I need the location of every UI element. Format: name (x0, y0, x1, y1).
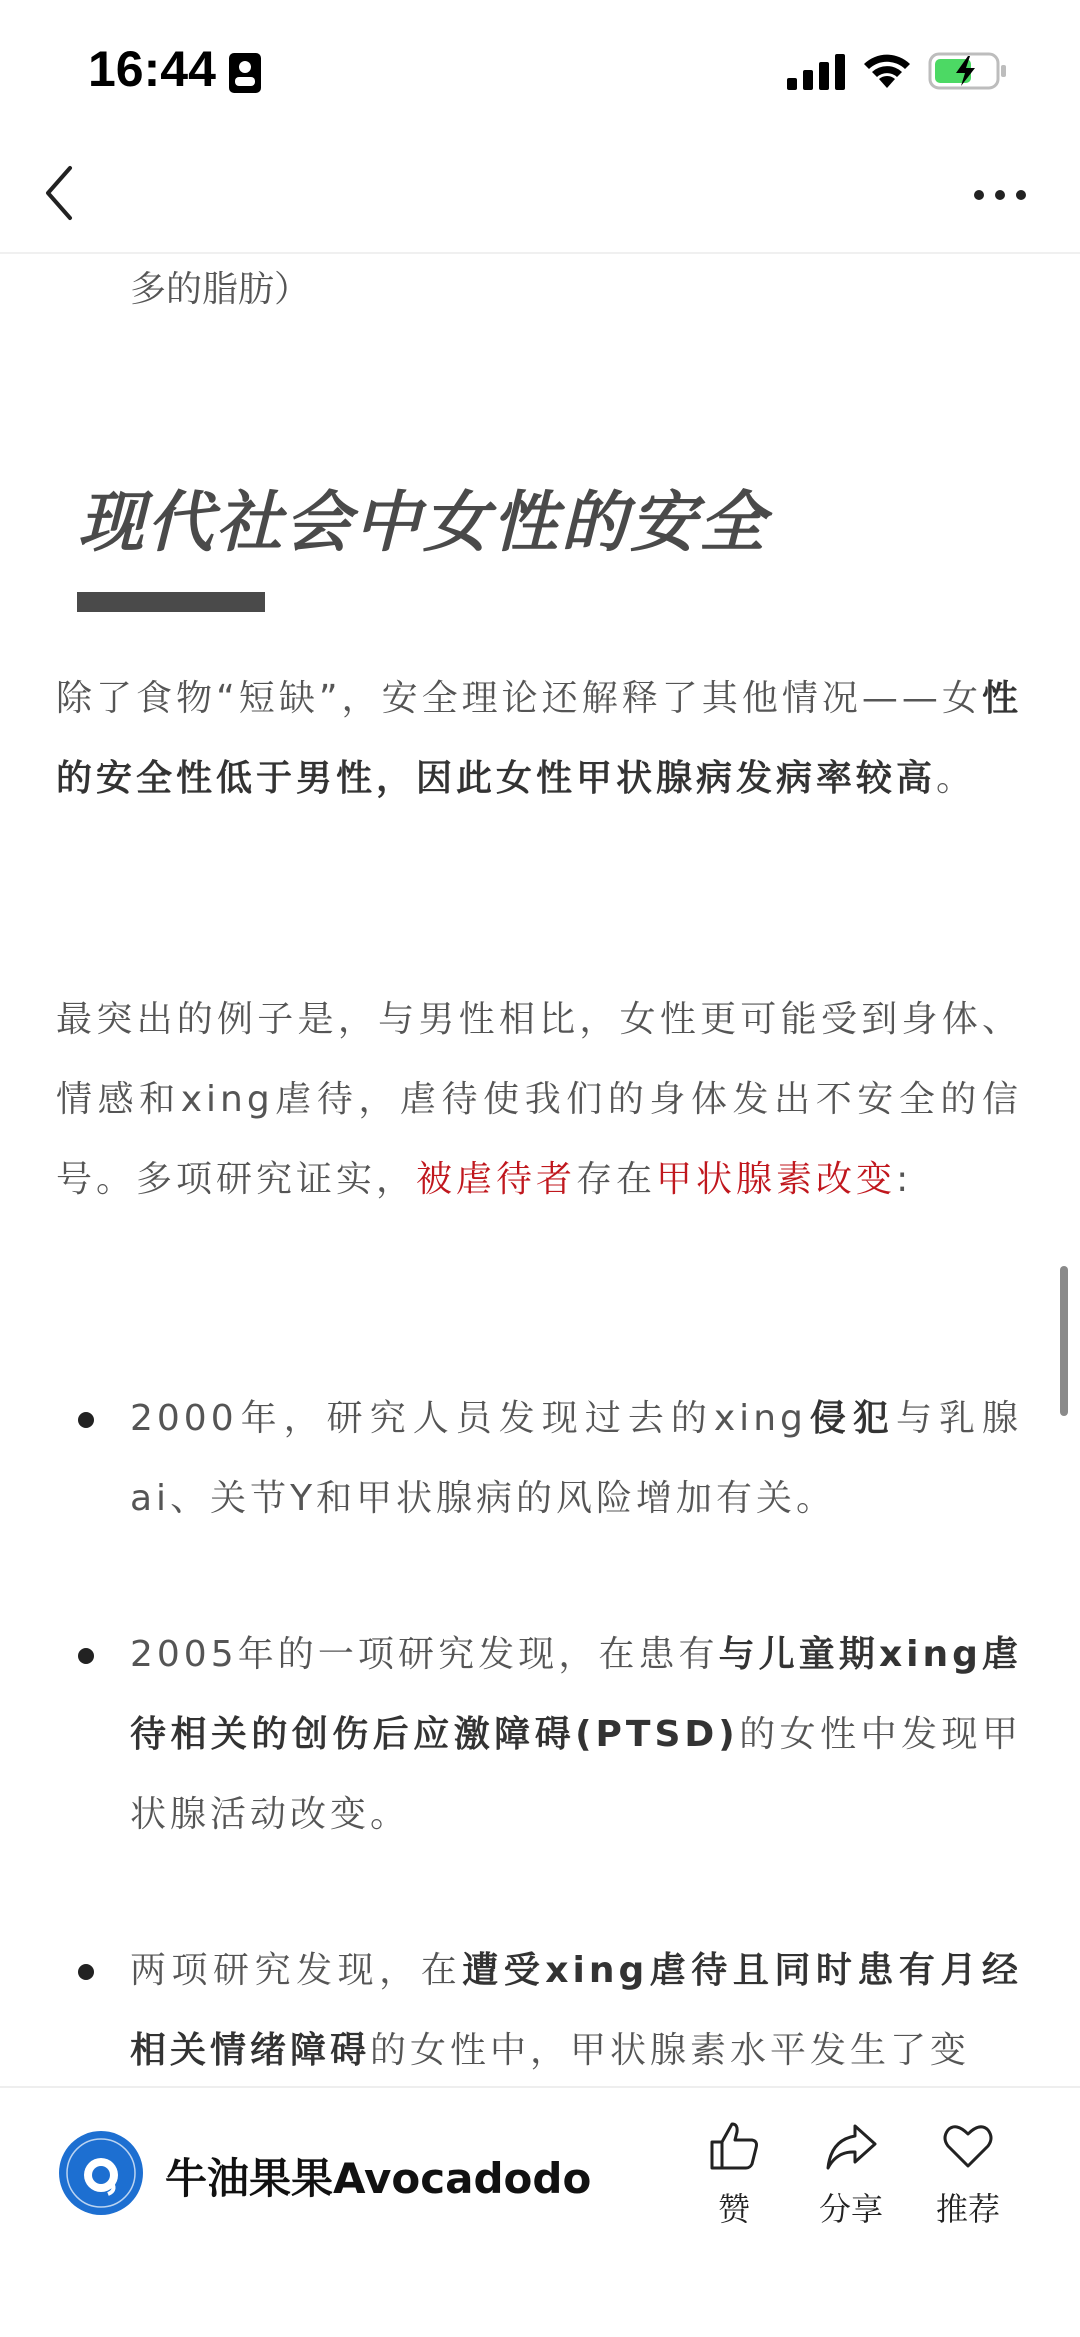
heart-icon (940, 2118, 996, 2174)
thumbs-up-icon (706, 2118, 762, 2174)
red-highlight-thyroxine: 甲状腺素改变 (656, 1159, 897, 1200)
list-item (130, 1615, 1022, 1855)
like-button[interactable] (684, 2118, 784, 2230)
like-label: 赞 (717, 2190, 750, 2228)
top-fragment-text: 多的脂肪） (130, 269, 311, 310)
list-item-text: 2005年的一项研究发现，在患有 (130, 1634, 719, 1675)
paragraph-1-period: 。 (936, 758, 977, 799)
nav-bar (0, 140, 1080, 254)
status-bar (0, 0, 1080, 140)
author-name[interactable]: 牛油果果Avocadodo (165, 2154, 592, 2203)
share-icon (823, 2118, 879, 2174)
list-item-text: 两项研究发现，在 (130, 1950, 463, 1991)
list-item-bold: 遭受xing虐待且同时患有月经相关情绪障碍 (130, 1950, 1022, 2071)
paragraph-1-bold: 性的安全性低于男性，因此女性甲状腺病发病率较 (56, 678, 1022, 799)
list-item-bold: 与儿童期xing虐待相关的创伤后应激障碍(PTSD) (130, 1634, 1022, 1755)
list-item (130, 1931, 1022, 2086)
bottom-bar (0, 2086, 1080, 2337)
wifi-icon (862, 50, 912, 90)
section-heading: 现代社会中女性的安全 (78, 484, 768, 561)
contact-card-icon (228, 52, 262, 94)
battery-charging-icon (928, 50, 1008, 92)
avocadodo-logo-icon[interactable] (58, 2130, 144, 2216)
heading-underline (77, 592, 265, 612)
red-highlight-abused: 被虐待者 (416, 1159, 577, 1200)
list-item-text-end: 与乳腺ai、关节Y和甲状腺病的风险增加有关。 (130, 1398, 1022, 1519)
paragraph-2-colon: : (896, 1159, 913, 1200)
list-item (130, 1379, 1022, 1539)
paragraph-1-bold-end: 高 (896, 758, 937, 799)
recommend-button[interactable] (918, 2118, 1018, 2230)
list-item-text-end: 的女性中发现甲状腺活动改变。 (130, 1714, 1022, 1835)
list-item-bold: 侵犯 (806, 1398, 896, 1439)
bullet-dot (78, 1412, 94, 1428)
cellular-signal-icon (787, 52, 845, 92)
more-options-icon[interactable] (972, 180, 1028, 210)
share-label: 分享 (818, 2190, 883, 2228)
bullet-dot (78, 1964, 94, 1980)
list-item-text-end: 的女性中，甲状腺素水平发生了变 (370, 2030, 971, 2071)
list-item-text: 2000年，研究人员发现过去的xing (130, 1398, 807, 1439)
paragraph-1-text: 除了食物“短缺”，安全理论还解释了其他情况——女 (56, 678, 982, 719)
paragraph-1 (56, 659, 1022, 819)
back-icon[interactable] (40, 162, 80, 224)
paragraph-2-text: 最突出的例子是，与男性相比，女性更可能受到身体、情感和xing虐待，虐待使我们的身体发出不安全的信号。多项研究证实， (56, 999, 1022, 1200)
status-time: 16:44 (88, 41, 216, 97)
paragraph-2-text-mid: 存在 (576, 1159, 657, 1200)
paragraph-2 (56, 980, 1022, 1220)
recommend-label: 推荐 (935, 2190, 1000, 2228)
scrollbar-thumb[interactable] (1060, 1266, 1068, 1416)
article-body (0, 254, 1080, 2086)
share-button[interactable] (801, 2118, 901, 2230)
bullet-dot (78, 1648, 94, 1664)
